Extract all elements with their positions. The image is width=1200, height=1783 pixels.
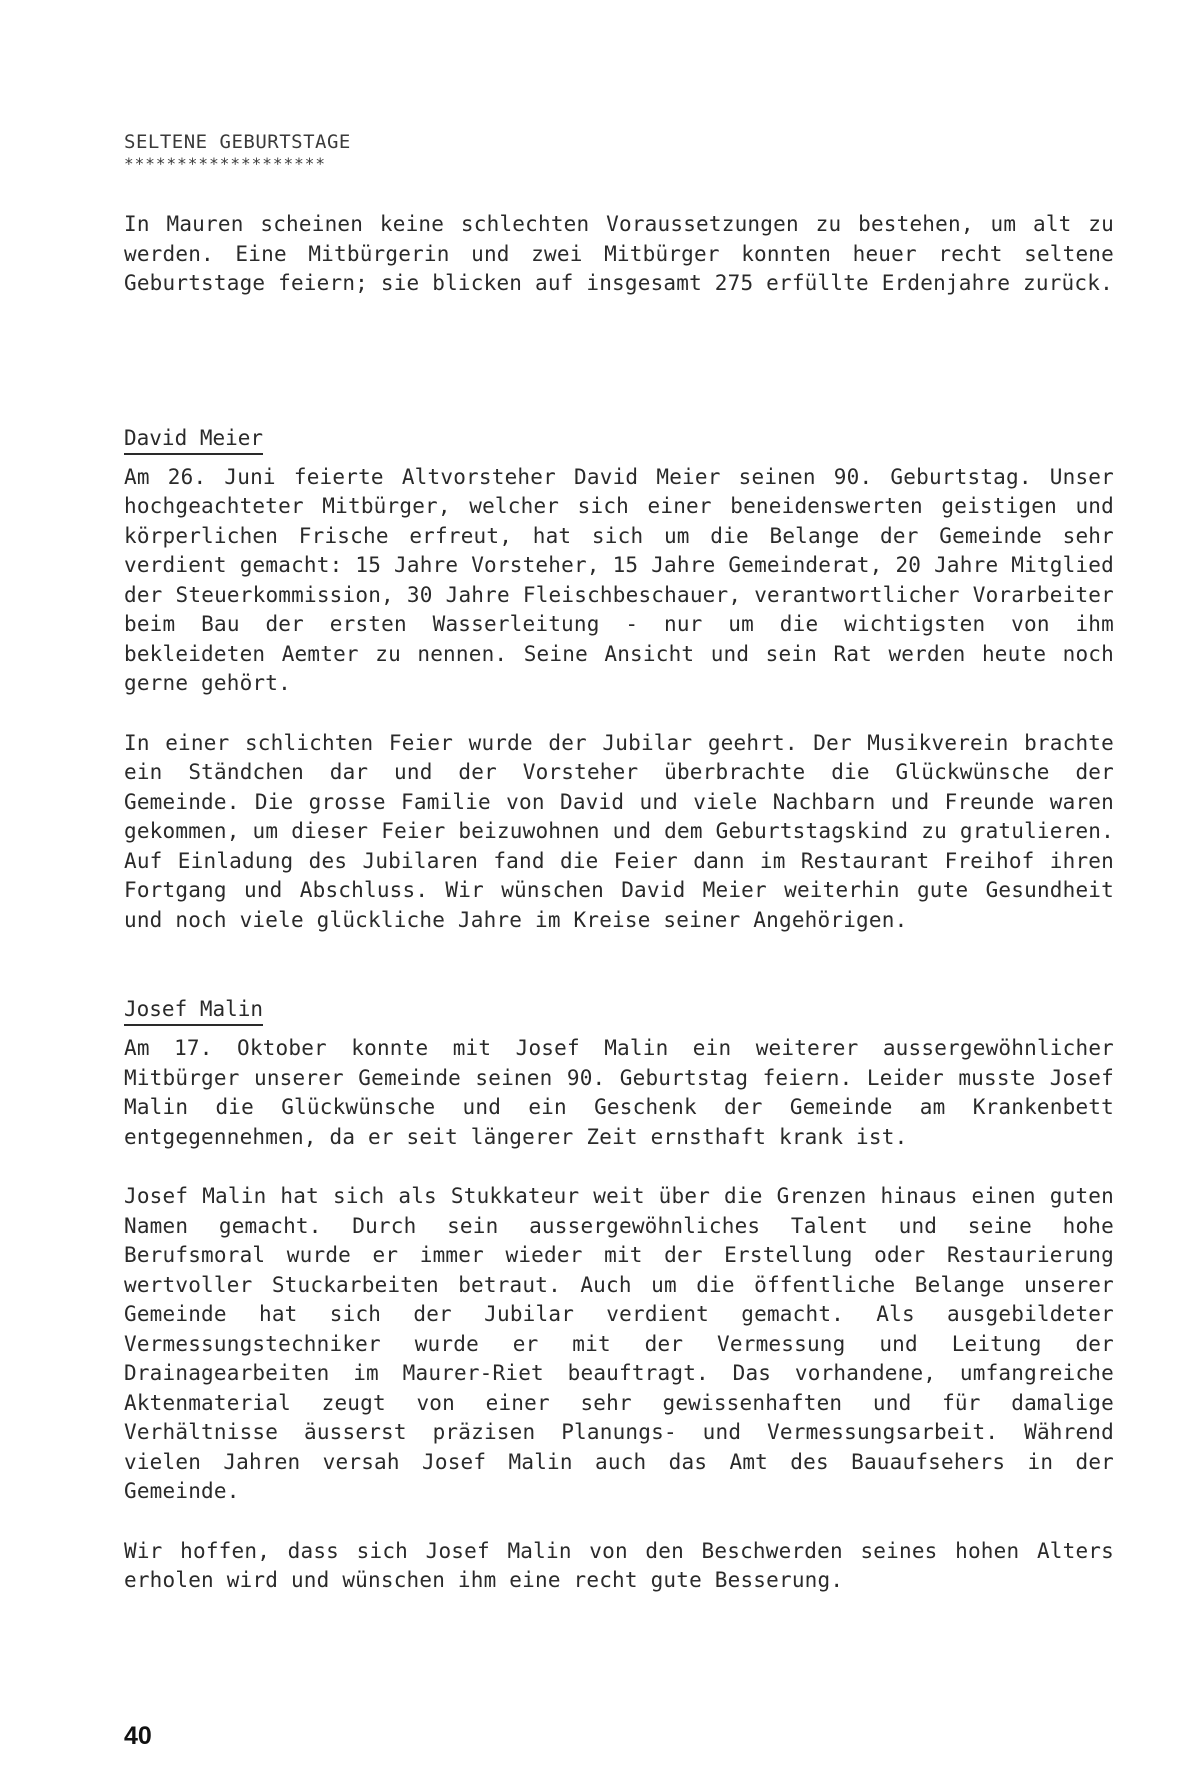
intro-paragraph: In Mauren scheinen keine schlechten Voraussetzungen zu bestehen, um alt zu werden. Eine Mitbürgerin und zwei Mitbürger konnten heuer recht seltene Geburtstage feiern; sie blicken auf insgesamt 275 erfüllte Erdenjahre zurück. bbox=[124, 212, 1114, 295]
section-heading: Josef Malin bbox=[124, 995, 263, 1026]
paragraph: Am 17. Oktober konnte mit Josef Malin ein weiterer aussergewöhnlicher Mitbürger unserer Gemeinde seinen 90. Geburtstag feiern. Leider musste Josef Malin die Glückwünsche und ein Geschenk der Gemeinde am Krankenbett entgegennehmen, da er seit längerer Zeit ernsthaft krank ist. bbox=[124, 1036, 1114, 1149]
section-david-meier bbox=[124, 299, 1114, 936]
section-heading: David Meier bbox=[124, 424, 263, 455]
paragraph: Josef Malin hat sich als Stukkateur weit über die Grenzen hinaus einen guten Namen gemacht. Durch sein aussergewöhnliches Talent und seine hohe Berufsmoral wurde er immer wieder mit der Erstellung oder Restaurierung wertvoller Stuckarbeiten betraut. Auch um die öffentliche Belange unserer Gemeinde hat sich der Jubilar verdient gemacht. Als ausgebildeter Vermessungstechniker wurde er mit der Vermessung und Leitung der Drainagearbeiten im Maurer-Riet beauftragt. Das vorhandene, umfangreiche Aktenmaterial zeugt von einer sehr gewissenhaften und für damalige Verhältnisse äusserst präzisen Planungs- und Vermessungsarbeit. Während vielen Jahren versah Josef Malin auch das Amt des Bauaufsehers in der Gemeinde. bbox=[124, 1184, 1114, 1503]
title-underline: ******************* bbox=[124, 154, 327, 173]
paragraph: Am 26. Juni feierte Altvorsteher David Meier seinen 90. Geburtstag. Unser hochgeachteter Mitbürger, welcher sich einer beneidenswerten geistigen und körperlichen Frische erfreut, hat sich um die Belange der Gemeinde sehr verdient gemacht: 15 Jahre Vorsteher, 15 Jahre Gemeinderat, 20 Jahre Mitglied der Steuerkommission, 30 Jahre Fleischbeschauer, verantwortlicher Vorarbeiter beim Bau der ersten Wasserleitung - nur um die wichtigsten von ihm bekleideten Aemter zu nennen. Seine Ansicht und sein Rat werden heute noch gerne gehört. bbox=[124, 464, 1114, 695]
paragraph: In einer schlichten Feier wurde der Jubilar geehrt. Der Musikverein brachte ein Ständchen dar und der Vorsteher überbrachte die Glückwünsche der Gemeinde. Die grosse Familie von David und viele Nachbarn und Freunde waren gekommen, um dieser Feier beizuwohnen und dem Geburtstagskind zu gratulieren. Auf Einladung des Jubilaren fand die Feier dann im Restaurant Freihof ihren Fortgang und Abschluss. Wir wünschen David Meier weiterhin gute Gesundheit und noch viele glückliche Jahre im Kreise seiner Angehörigen. bbox=[124, 730, 1114, 932]
document-page bbox=[124, 130, 1114, 1596]
page-number: 40 bbox=[124, 1722, 152, 1750]
page-title: SELTENE GEBURTSTAGE bbox=[124, 131, 351, 153]
paragraph: Wir hoffen, dass sich Josef Malin von den Beschwerden seines hohen Alters erholen wird und wünschen ihm eine recht gute Besserung. bbox=[124, 1538, 1114, 1592]
section-josef-malin bbox=[124, 935, 1114, 1596]
